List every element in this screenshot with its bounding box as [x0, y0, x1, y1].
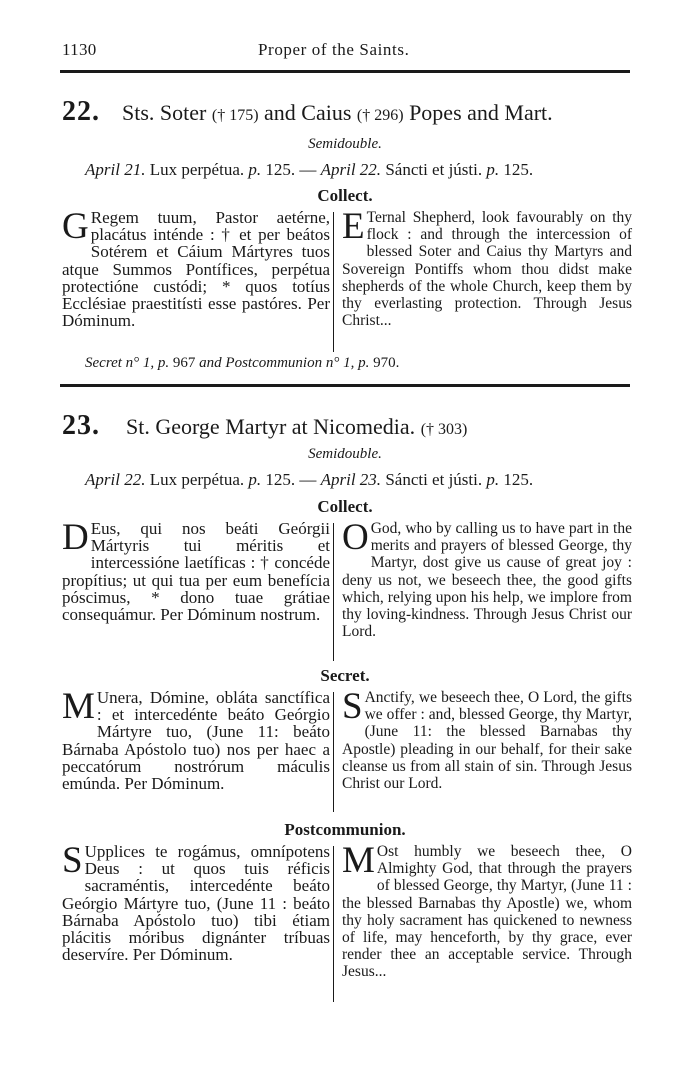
entry-number: 23.: [62, 410, 100, 441]
drop-cap: E: [342, 206, 365, 247]
collect-latin: D Eus, qui nos beáti Geórgii Mártyris tui méritis et intercessióne laetíficas : † concéde propítius; ut qui tua per eum benefícia póscimus, * dono tuae grátiae consequámur. Per Dóminum nostrum.: [62, 517, 330, 625]
entry-22-heading: [62, 96, 553, 128]
column-divider: [333, 523, 334, 661]
drop-cap: M: [342, 840, 375, 881]
drop-cap: O: [342, 517, 369, 558]
column-divider: [333, 692, 334, 812]
entry-rank: Semidouble.: [308, 136, 382, 152]
entry-23-heading: [62, 410, 467, 442]
drop-cap: G: [62, 206, 89, 247]
drop-cap: M: [62, 686, 95, 727]
secret-english: S Anctify, we beseech thee, O Lord, the gifts we offer : and, blessed George, thy Martyr, (June 11: the blessed Barnabas thy Apostle) pleading in our behalf, for their sake cleanse us from all stain of sin. Through Jesus Christ our Lord.: [342, 686, 632, 793]
postcommunion-heading: Postcommunion.: [284, 820, 406, 839]
entry-title: St. George Martyr at Nicomedia. († 303): [126, 414, 468, 439]
secret-latin: M Unera, Dómine, obláta sanctífica : et intercedénte beáto Geórgio Mártyre tuo, (June 11: beáto Bárnaba Apóstolo tuo) nos per haec a peccatórum nostrórum máculis emúnda. Per Dóminum.: [62, 686, 330, 794]
drop-cap: S: [62, 840, 83, 881]
column-divider: [333, 846, 334, 1002]
column-divider: [333, 212, 334, 352]
header-rule: [60, 70, 630, 73]
drop-cap: D: [62, 517, 89, 558]
running-title: Proper of the Saints.: [258, 40, 410, 59]
entry-rank: Semidouble.: [308, 446, 382, 462]
collect-heading: Collect.: [317, 497, 373, 516]
entry-intro: April 22. Lux perpétua. p. 125. — April 23. Sáncti et jústi. p. 125.: [85, 470, 534, 489]
drop-cap: S: [342, 686, 363, 727]
postcommunion-english: M Ost humbly we beseech thee, O Almighty God, that through the prayers of blessed George, thy Martyr, (June 11 : the blessed Barnabas thy Apostle) we, whom thy holy sacrament has quickened to newness of life, may henceforth, by thy grace, ever render thee an acceptable service. Through Jesus...: [342, 840, 632, 981]
section-rule: [60, 384, 630, 387]
entry-title: Sts. Soter († 175) and Caius († 296) Popes and Mart.: [122, 100, 553, 125]
entry-number: 22.: [62, 96, 100, 127]
collect-english: O God, who by calling us to have part in the merits and prayers of blessed George, thy Martyr, dost give us cause of great joy : deny us not, we beseech thee, the good gifts which, relying upon his help, we implore from thy loving-kindness. Through Jesus Christ our Lord.: [342, 517, 632, 641]
collect-latin: G Regem tuum, Pastor aetérne, placátus inténde : † et per beátos Sotérem et Cáium Mártyres tuos atque Summos Pontífices, perpétua protectióne custódi; * quos totíus Ecclésiae praestitísti esse pastóres. Per Dóminum.: [62, 206, 330, 331]
postcommunion-latin: S Upplices te rogámus, omnípotens Deus : ut quos tuis réficis sacraméntis, intercedénte beáto Geórgio Mártyre tuo, (June 11 : beáto Bárnaba Apóstolo tuo) tibi étiam plácitis móribus dignánter tríbuas deservíre. Per Dóminum.: [62, 840, 330, 965]
secret-heading: Secret.: [320, 666, 370, 685]
collect-heading: Collect.: [317, 186, 373, 205]
page-number: 1130: [62, 40, 97, 59]
collect-english: E Ternal Shepherd, look favourably on thy flock : and through the intercession of blessed Soter and Caius thy Martyrs and Sovereign Pontiffs whom thou didst make shepherds of the whole Church, keep them by thy everlasting protection. Through Jesus Christ...: [342, 206, 632, 330]
secret-postcommunion-ref: Secret n° 1, p. 967 and Postcommunion n° 1, p. 970.: [85, 355, 400, 371]
entry-intro: April 21. Lux perpétua. p. 125. — April 22. Sáncti et jústi. p. 125.: [85, 160, 534, 179]
